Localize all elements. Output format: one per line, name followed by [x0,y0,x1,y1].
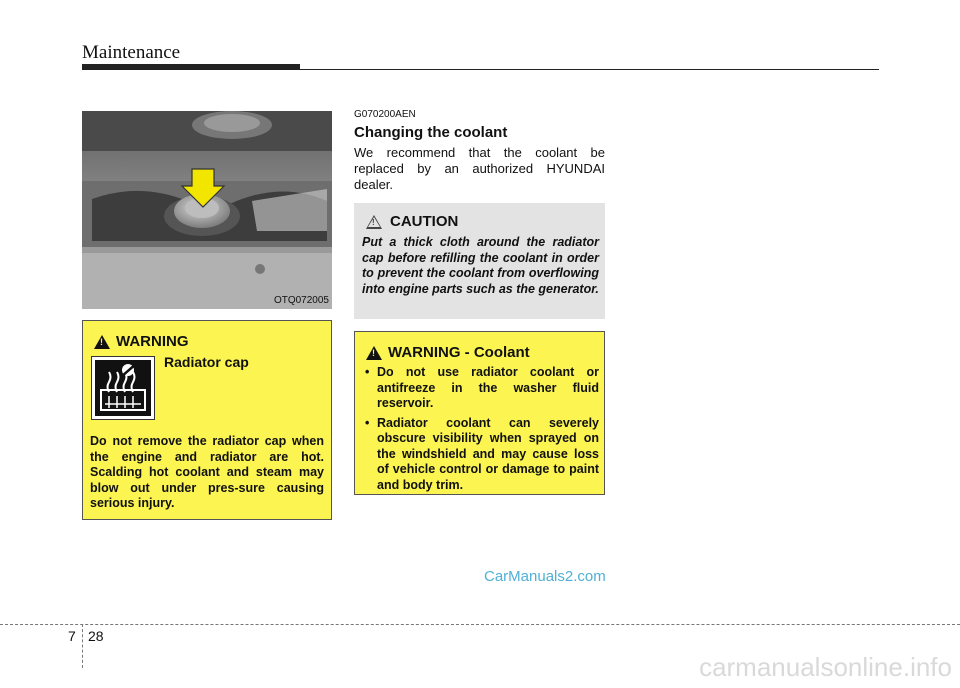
section-title: Changing the coolant [354,124,508,141]
footer-divider [82,624,83,668]
section-body: We recommend that the coolant be replaced by an authorized HYUNDAI dealer. [354,145,605,192]
radiator-photo-illustration [82,111,332,309]
caution-body: Put a thick cloth around the radiator cap before refilling the coolant in order to prevent the coolant from overflowing into engine parts such as the generator. [362,235,599,296]
warning-bullet: • Do not use radiator coolant or antifreeze in the washer fluid reservoir. [365,365,599,412]
hot-coolant-steam-icon [91,356,155,420]
warning-coolant-title: WARNING - Coolant [388,344,530,361]
footer-rule [0,624,960,625]
warning-bullet-list [365,365,599,497]
page-number: 28 [88,628,104,644]
caution-title: CAUTION [390,213,459,230]
warning-subtitle: Radiator cap [164,354,249,370]
header-rule [82,69,879,70]
warning-icon [94,335,110,349]
warning-icon [366,346,382,360]
warning-box-coolant [354,331,605,495]
warning-box-radiator-cap [82,320,332,520]
caution-box [354,203,605,319]
watermark-link[interactable]: CarManuals2.com [484,568,606,585]
photo-caption: OTQ072005 [273,295,329,306]
chapter-number: 7 [68,628,76,644]
warning-bullet: • Radiator coolant can severely obscure visibility when sprayed on the windshield and may cause loss of vehicle control or damage to paint and body trim. [365,416,599,494]
warning-title: WARNING [116,333,189,350]
section-code: G070200AEN [354,109,416,120]
warning-body: Do not remove the radiator cap when the engine and radiator are hot. Scalding hot coolant and steam may blow out under pres-sure causing serious injury. [90,434,324,510]
caution-icon [366,215,382,229]
header-title: Maintenance [82,42,181,63]
footer-watermark: carmanualsonline.info [699,652,952,682]
radiator-photo [82,111,332,309]
